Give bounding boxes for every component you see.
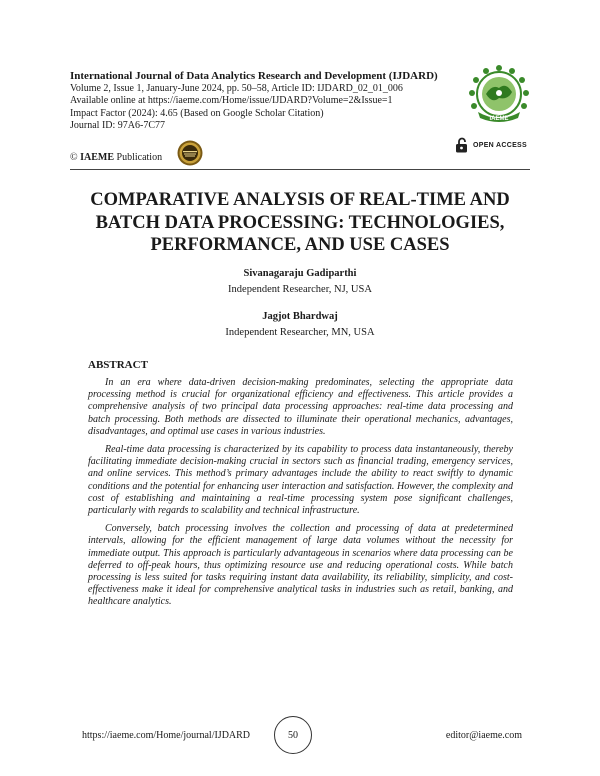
author-affiliation: Independent Researcher, MN, USA bbox=[225, 327, 375, 338]
publisher-seal-icon bbox=[177, 140, 203, 166]
emblem-label: IAEME bbox=[489, 116, 509, 122]
author-affiliation: Independent Researcher, NJ, USA bbox=[228, 284, 372, 295]
journal-title: International Journal of Data Analytics Research and Development (IJDARD) bbox=[70, 70, 438, 82]
page-number-label: 50 bbox=[288, 729, 298, 741]
open-lock-icon bbox=[455, 137, 469, 153]
footer-email[interactable]: editor@iaeme.com bbox=[445, 730, 522, 741]
journal-header bbox=[70, 70, 470, 132]
journal-id: Journal ID: 97A6-7C77 bbox=[70, 119, 165, 131]
author-name: Jagjot Bhardwaj bbox=[262, 311, 338, 322]
publisher-credit bbox=[70, 152, 162, 163]
author-block-1 bbox=[70, 268, 530, 295]
abstract-paragraph: Real-time data processing is characterized by its capability to process data instantaneously, thereby facilitating immediate decision-making crucial in sectors such as financial trading, emergency services, and online services. This method’s primary advantages include the ability to react swiftly to dynamic conditions and the potential for enhancing user interaction and satisfaction. However, the complexity and cost of establishing and maintaining a real-time processing system pose significant challenges, particularly with regards to scalability and technical infrastructure. bbox=[88, 444, 513, 517]
iaeme-emblem-icon bbox=[468, 64, 530, 126]
abstract-paragraph: In an era where data-driven decision-making predominates, selecting the appropriate data processing method is crucial for organizational efficiency and effectiveness. This article provides a comprehensive analysis of two principal data processing approaches: real-time data processing and batch processing. Both methods are dissected to illuminate their operational mechanics, advantages, disadvantages, and optimal use cases in various industries. bbox=[88, 377, 513, 437]
abstract-paragraph: Conversely, batch processing involves the collection and processing of data at predetermined intervals, allowing for the efficient management of large data volumes without the necessity for immediate output. This approach is particularly advantageous in scenarios where data processing can be deferred to off-peak hours, thus optimizing resource use and reducing operational costs. While batch processing is less suited for tasks requiring instant data availability, its reliability, simplicity, and cost-effectiveness make it ideal for comprehensive analytical tasks in industries such as retail, banking, and healthcare analytics. bbox=[88, 523, 513, 608]
author-name: Sivanagaraju Gadiparthi bbox=[243, 268, 357, 279]
footer-journal-url[interactable]: https://iaeme.com/Home/journal/IJDARD bbox=[82, 730, 251, 741]
header-divider bbox=[70, 169, 530, 170]
open-access-badge bbox=[455, 137, 527, 153]
page-number bbox=[274, 716, 312, 754]
journal-volume: Volume 2, Issue 1, January-June 2024, pp. 50–58, Article ID: IJDARD_02_01_006 bbox=[70, 83, 403, 94]
abstract-heading: ABSTRACT bbox=[88, 359, 148, 371]
publisher-suffix: Publication bbox=[116, 152, 163, 163]
author-block-2 bbox=[70, 311, 530, 338]
article-title: COMPARATIVE ANALYSIS OF REAL-TIME AND BATCH DATA PROCESSING: TECHNOLOGIES, PERFORMANCE, AND USE CASES bbox=[90, 190, 510, 255]
copyright-symbol: © bbox=[70, 152, 78, 163]
publisher-name: IAEME bbox=[80, 152, 115, 163]
journal-available-online: Available online at https://iaeme.com/Home/issue/IJDARD?Volume=2&Issue=1 bbox=[70, 95, 393, 107]
abstract-body bbox=[88, 377, 513, 615]
open-access-label: OPEN ACCESS bbox=[473, 141, 527, 149]
journal-impact-factor: Impact Factor (2024): 4.65 (Based on Google Scholar Citation) bbox=[70, 107, 324, 119]
